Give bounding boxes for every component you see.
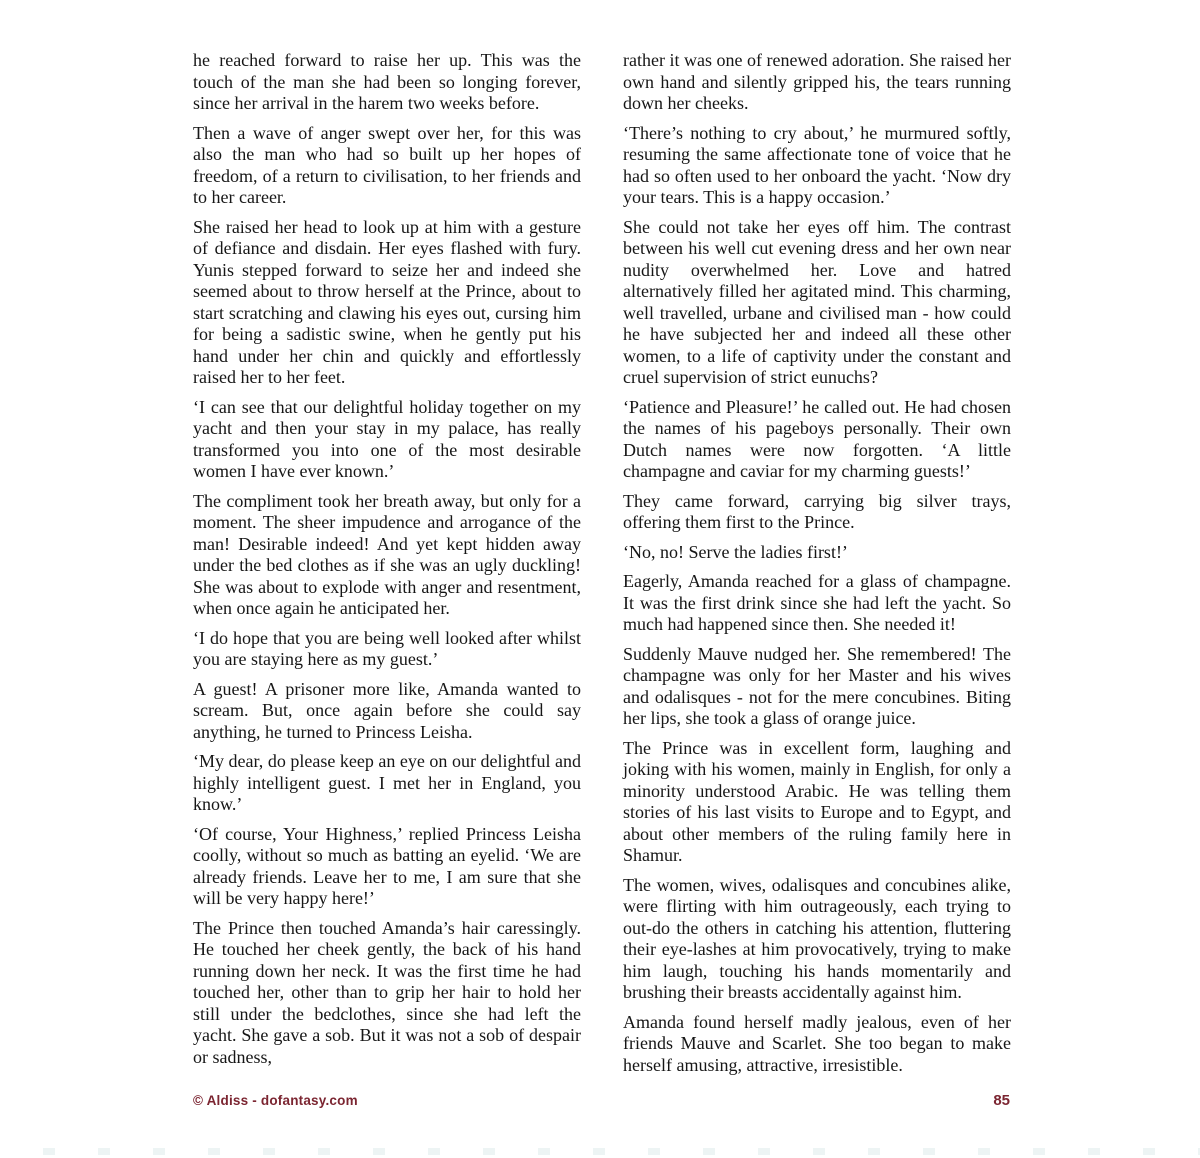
paragraph: ‘I do hope that you are being well looked after whilst you are staying here as my guest.’ xyxy=(193,627,581,669)
page-footer xyxy=(193,1092,1010,1109)
paragraph: ‘My dear, do please keep an eye on our delightful and highly intelligent guest. I met her in England, you know.’ xyxy=(193,751,581,814)
paragraph: ‘No, no! Serve the ladies first!’ xyxy=(623,541,848,562)
paragraph: The compliment took her breath away, but only for a moment. The sheer impudence and arrogance of the man! Desirable indeed! And yet kept hidden away under the bed clothes as if she was an ugly duckling! She was about to explode with anger and resentment, when once again he anticipated her. xyxy=(193,490,581,618)
paragraph: She raised her head to look up at him with a gesture of defiance and disdain. Her eyes flashed with fury. Yunis stepped forward to seize her and indeed she seemed about to throw herself at the Prince, about to start scratching and clawing his eyes out, cursing him for being a sadistic swine, when he gently put his hand under her chin and quickly and effortlessly raised her to her feet. xyxy=(193,216,581,387)
paragraph: ‘Patience and Pleasure!’ he called out. He had chosen the names of his pageboys personally. Their own Dutch names were now forgotten. ‘A little champagne and caviar for my charming guests!’ xyxy=(623,396,1011,481)
text-columns xyxy=(193,50,1011,1092)
scan-artifact-strip xyxy=(0,1148,1200,1155)
text-column-right xyxy=(623,50,1011,1092)
text-column-left xyxy=(193,50,581,1092)
paragraph: The Prince then touched Amanda’s hair caressingly. He touched her cheek gently, the back of his hand running down her neck. It was the first time he had touched her, other than to grip her hair to hold her still under the bedclothes, since she had left the yacht. She gave a sob. But it was not a sob of despair or sadness, xyxy=(193,917,581,1067)
page-number: 85 xyxy=(993,1092,1010,1109)
copyright-notice: © Aldiss - dofantasy.com xyxy=(193,1093,358,1108)
paragraph: Suddenly Mauve nudged her. She remembered! The champagne was only for her Master and his wives and odalisques - not for the mere concubines. Biting her lips, she took a glass of orange juice. xyxy=(623,643,1011,728)
paragraph: ‘I can see that our delightful holiday together on my yacht and then your stay in my palace, has really transformed you into one of the most desirable women I have ever known.’ xyxy=(193,396,581,481)
paragraph: ‘Of course, Your Highness,’ replied Princess Leisha coolly, without so much as batting an eyelid. ‘We are already friends. Leave her to me, I am sure that she will be very happy here!’ xyxy=(193,823,581,908)
paragraph: rather it was one of renewed adoration. She raised her own hand and silently gripped his, the tears running down her cheeks. xyxy=(623,50,1011,113)
paragraph: he reached forward to raise her up. This was the touch of the man she had been so longing forever, since her arrival in the harem two weeks before. xyxy=(193,50,581,113)
paragraph: ‘There’s nothing to cry about,’ he murmured softly, resuming the same affectionate tone of voice that he had so often used to her onboard the yacht. ‘Now dry your tears. This is a happy occasion.’ xyxy=(623,122,1011,207)
paragraph: They came forward, carrying big silver trays, offering them first to the Prince. xyxy=(623,490,1011,532)
paragraph: A guest! A prisoner more like, Amanda wanted to scream. But, once again before she could say anything, he turned to Princess Leisha. xyxy=(193,678,581,742)
paragraph: Then a wave of anger swept over her, for this was also the man who had so built up her hopes of freedom, of a return to civilisation, to her friends and to her career. xyxy=(193,122,581,207)
paragraph: She could not take her eyes off him. The contrast between his well cut evening dress and her own near nudity overwhelmed her. Love and hatred alternatively filled her agitated mind. This charming, well travelled, urbane and civilised man - how could he have subjected her and indeed all these other women, to a life of captivity under the constant and cruel supervision of strict eunuchs? xyxy=(623,216,1011,387)
paragraph: Amanda found herself madly jealous, even of her friends Mauve and Scarlet. She too began to make herself amusing, attractive, irresistible. xyxy=(623,1011,1011,1075)
paragraph: The women, wives, odalisques and concubines alike, were flirting with him outrageously, each trying to out-do the others in catching his attention, fluttering their eye-lashes at him provocatively, trying to make him laugh, touching his hands momentarily and brushing their breasts accidentally against him. xyxy=(623,874,1011,1002)
paragraph: Eagerly, Amanda reached for a glass of champagne. It was the first drink since she had left the yacht. So much had happened since then. She needed it! xyxy=(623,571,1011,634)
paragraph: The Prince was in excellent form, laughing and joking with his women, mainly in English, for only a minority understood Arabic. He was telling them stories of his last visits to Europe and to Egypt, and about other members of the ruling family here in Shamur. xyxy=(623,737,1011,865)
